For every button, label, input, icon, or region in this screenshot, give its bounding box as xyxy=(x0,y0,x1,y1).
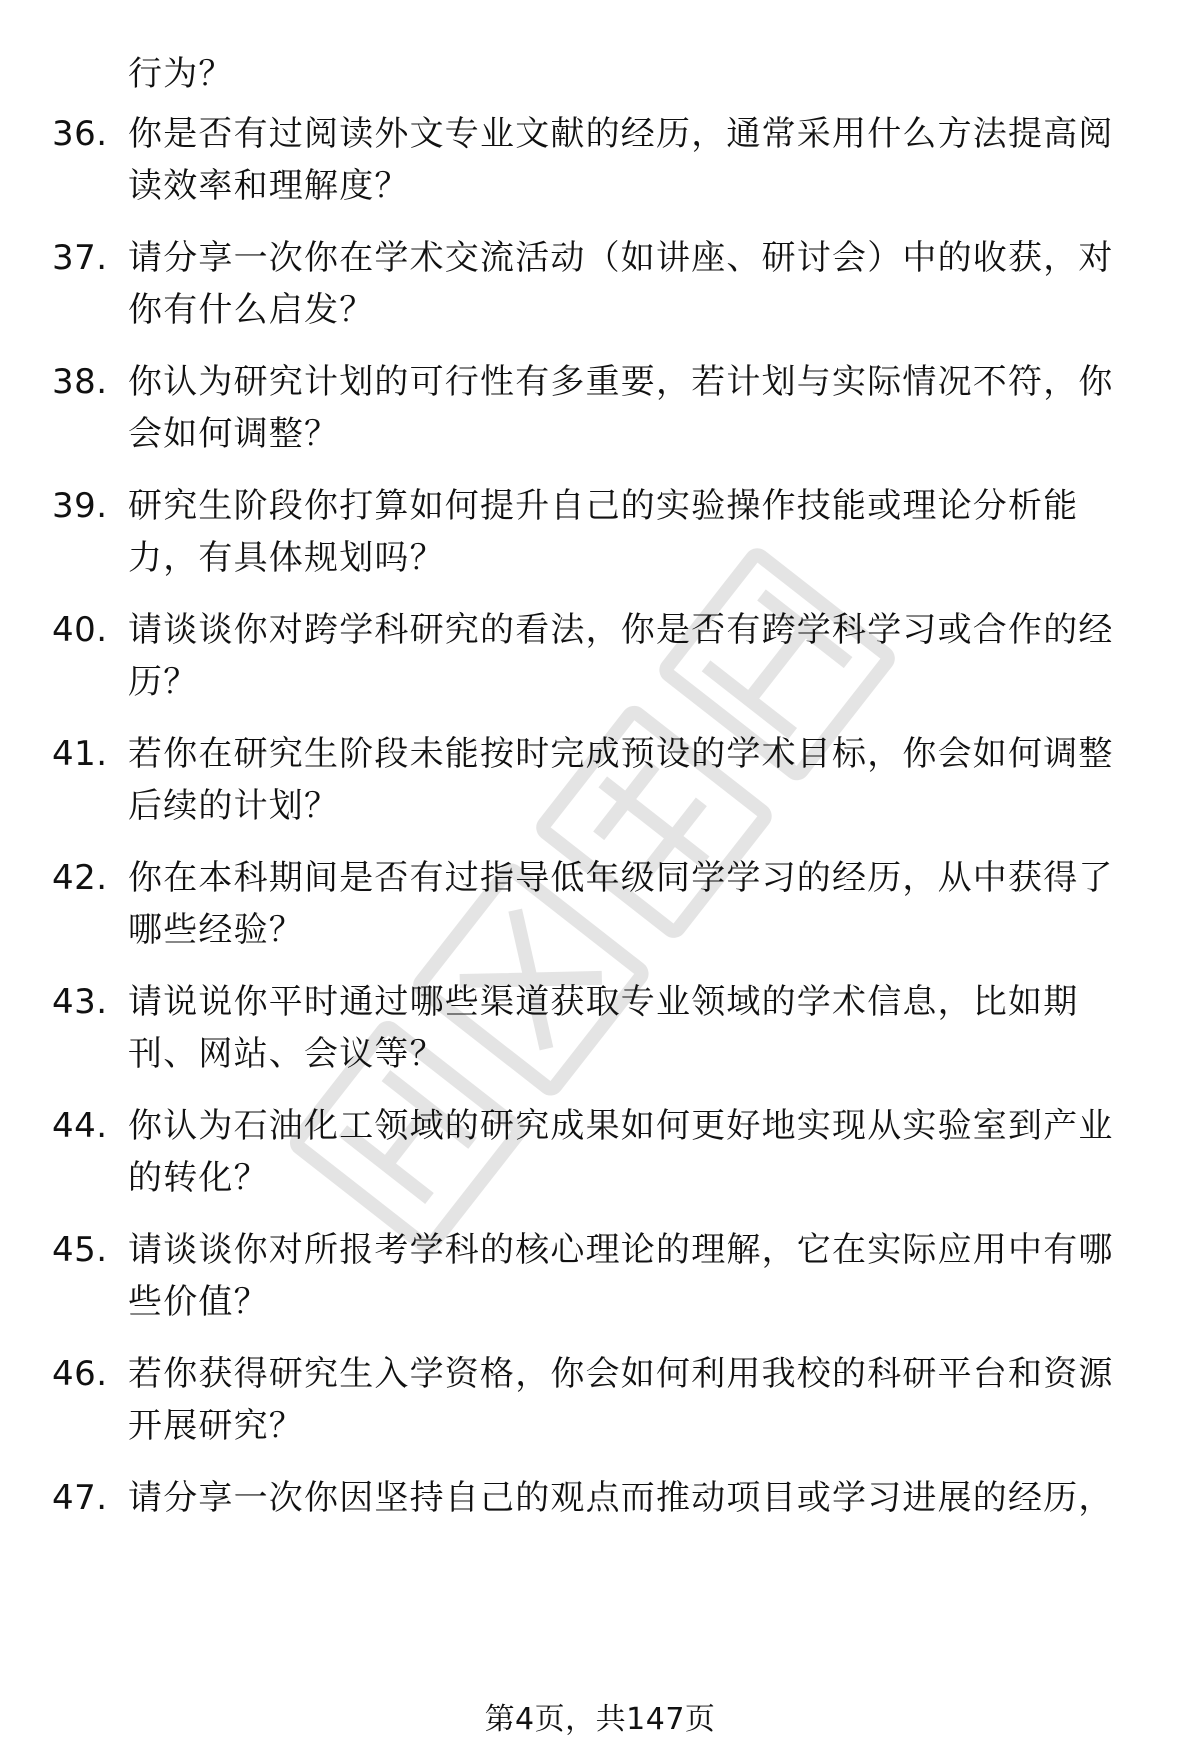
question-text: 你在本科期间是否有过指导低年级同学学习的经历，从中获得了哪些经验？ xyxy=(128,858,1114,950)
list-item xyxy=(0,1224,1200,1360)
question-text: 你认为研究计划的可行性有多重要，若计划与实际情况不符，你会如何调整？ xyxy=(128,362,1114,454)
question-text: 行为？ xyxy=(128,54,234,94)
question-text: 你认为石油化工领域的研究成果如何更好地实现从实验室到产业的转化？ xyxy=(128,1106,1114,1198)
page-footer xyxy=(0,1700,1200,1740)
list-item xyxy=(0,852,1200,988)
question-text: 若你获得研究生入学资格，你会如何利用我校的科研平台和资源开展研究？ xyxy=(128,1354,1114,1446)
list-item xyxy=(0,108,1200,244)
list-item xyxy=(0,1100,1200,1236)
question-number: 36. xyxy=(52,114,108,154)
question-number: 47. xyxy=(52,1478,108,1518)
list-item xyxy=(0,976,1200,1112)
question-number: 39. xyxy=(52,486,108,526)
list-item xyxy=(0,232,1200,368)
question-text: 请分享一次你在学术交流活动（如讲座、研讨会）中的收获，对你有什么启发？ xyxy=(128,238,1114,330)
page-number-label: 第4页，共147页 xyxy=(484,1702,716,1737)
question-number: 40. xyxy=(52,610,108,650)
list-item xyxy=(0,1472,1200,1608)
question-number: 46. xyxy=(52,1354,108,1394)
question-text: 研究生阶段你打算如何提升自己的实验操作技能或理论分析能力，有具体规划吗？ xyxy=(128,486,1079,578)
question-text: 请说说你平时通过哪些渠道获取专业领域的学术信息，比如期刊、网站、会议等？ xyxy=(128,982,1079,1074)
question-number: 41. xyxy=(52,734,108,774)
list-item xyxy=(0,356,1200,492)
question-list xyxy=(0,48,1200,1608)
question-number: 42. xyxy=(52,858,108,898)
question-text: 请谈谈你对跨学科研究的看法，你是否有跨学科学习或合作的经历？ xyxy=(128,610,1114,702)
question-text: 若你在研究生阶段未能按时完成预设的学术目标，你会如何调整后续的计划？ xyxy=(128,734,1114,826)
question-text: 请谈谈你对所报考学科的核心理论的理解，它在实际应用中有哪些价值？ xyxy=(128,1230,1114,1322)
list-item xyxy=(0,480,1200,616)
question-number: 44. xyxy=(52,1106,108,1146)
question-number: 38. xyxy=(52,362,108,402)
question-number: 43. xyxy=(52,982,108,1022)
question-number: 45. xyxy=(52,1230,108,1270)
list-item xyxy=(0,728,1200,864)
question-number: 37. xyxy=(52,238,108,278)
question-text: 你是否有过阅读外文专业文献的经历，通常采用什么方法提高阅读效率和理解度？ xyxy=(128,114,1114,206)
question-text: 请分享一次你因坚持自己的观点而推动项目或学习进展的经历， xyxy=(128,1478,1114,1518)
list-item xyxy=(0,604,1200,740)
list-item xyxy=(0,1348,1200,1484)
